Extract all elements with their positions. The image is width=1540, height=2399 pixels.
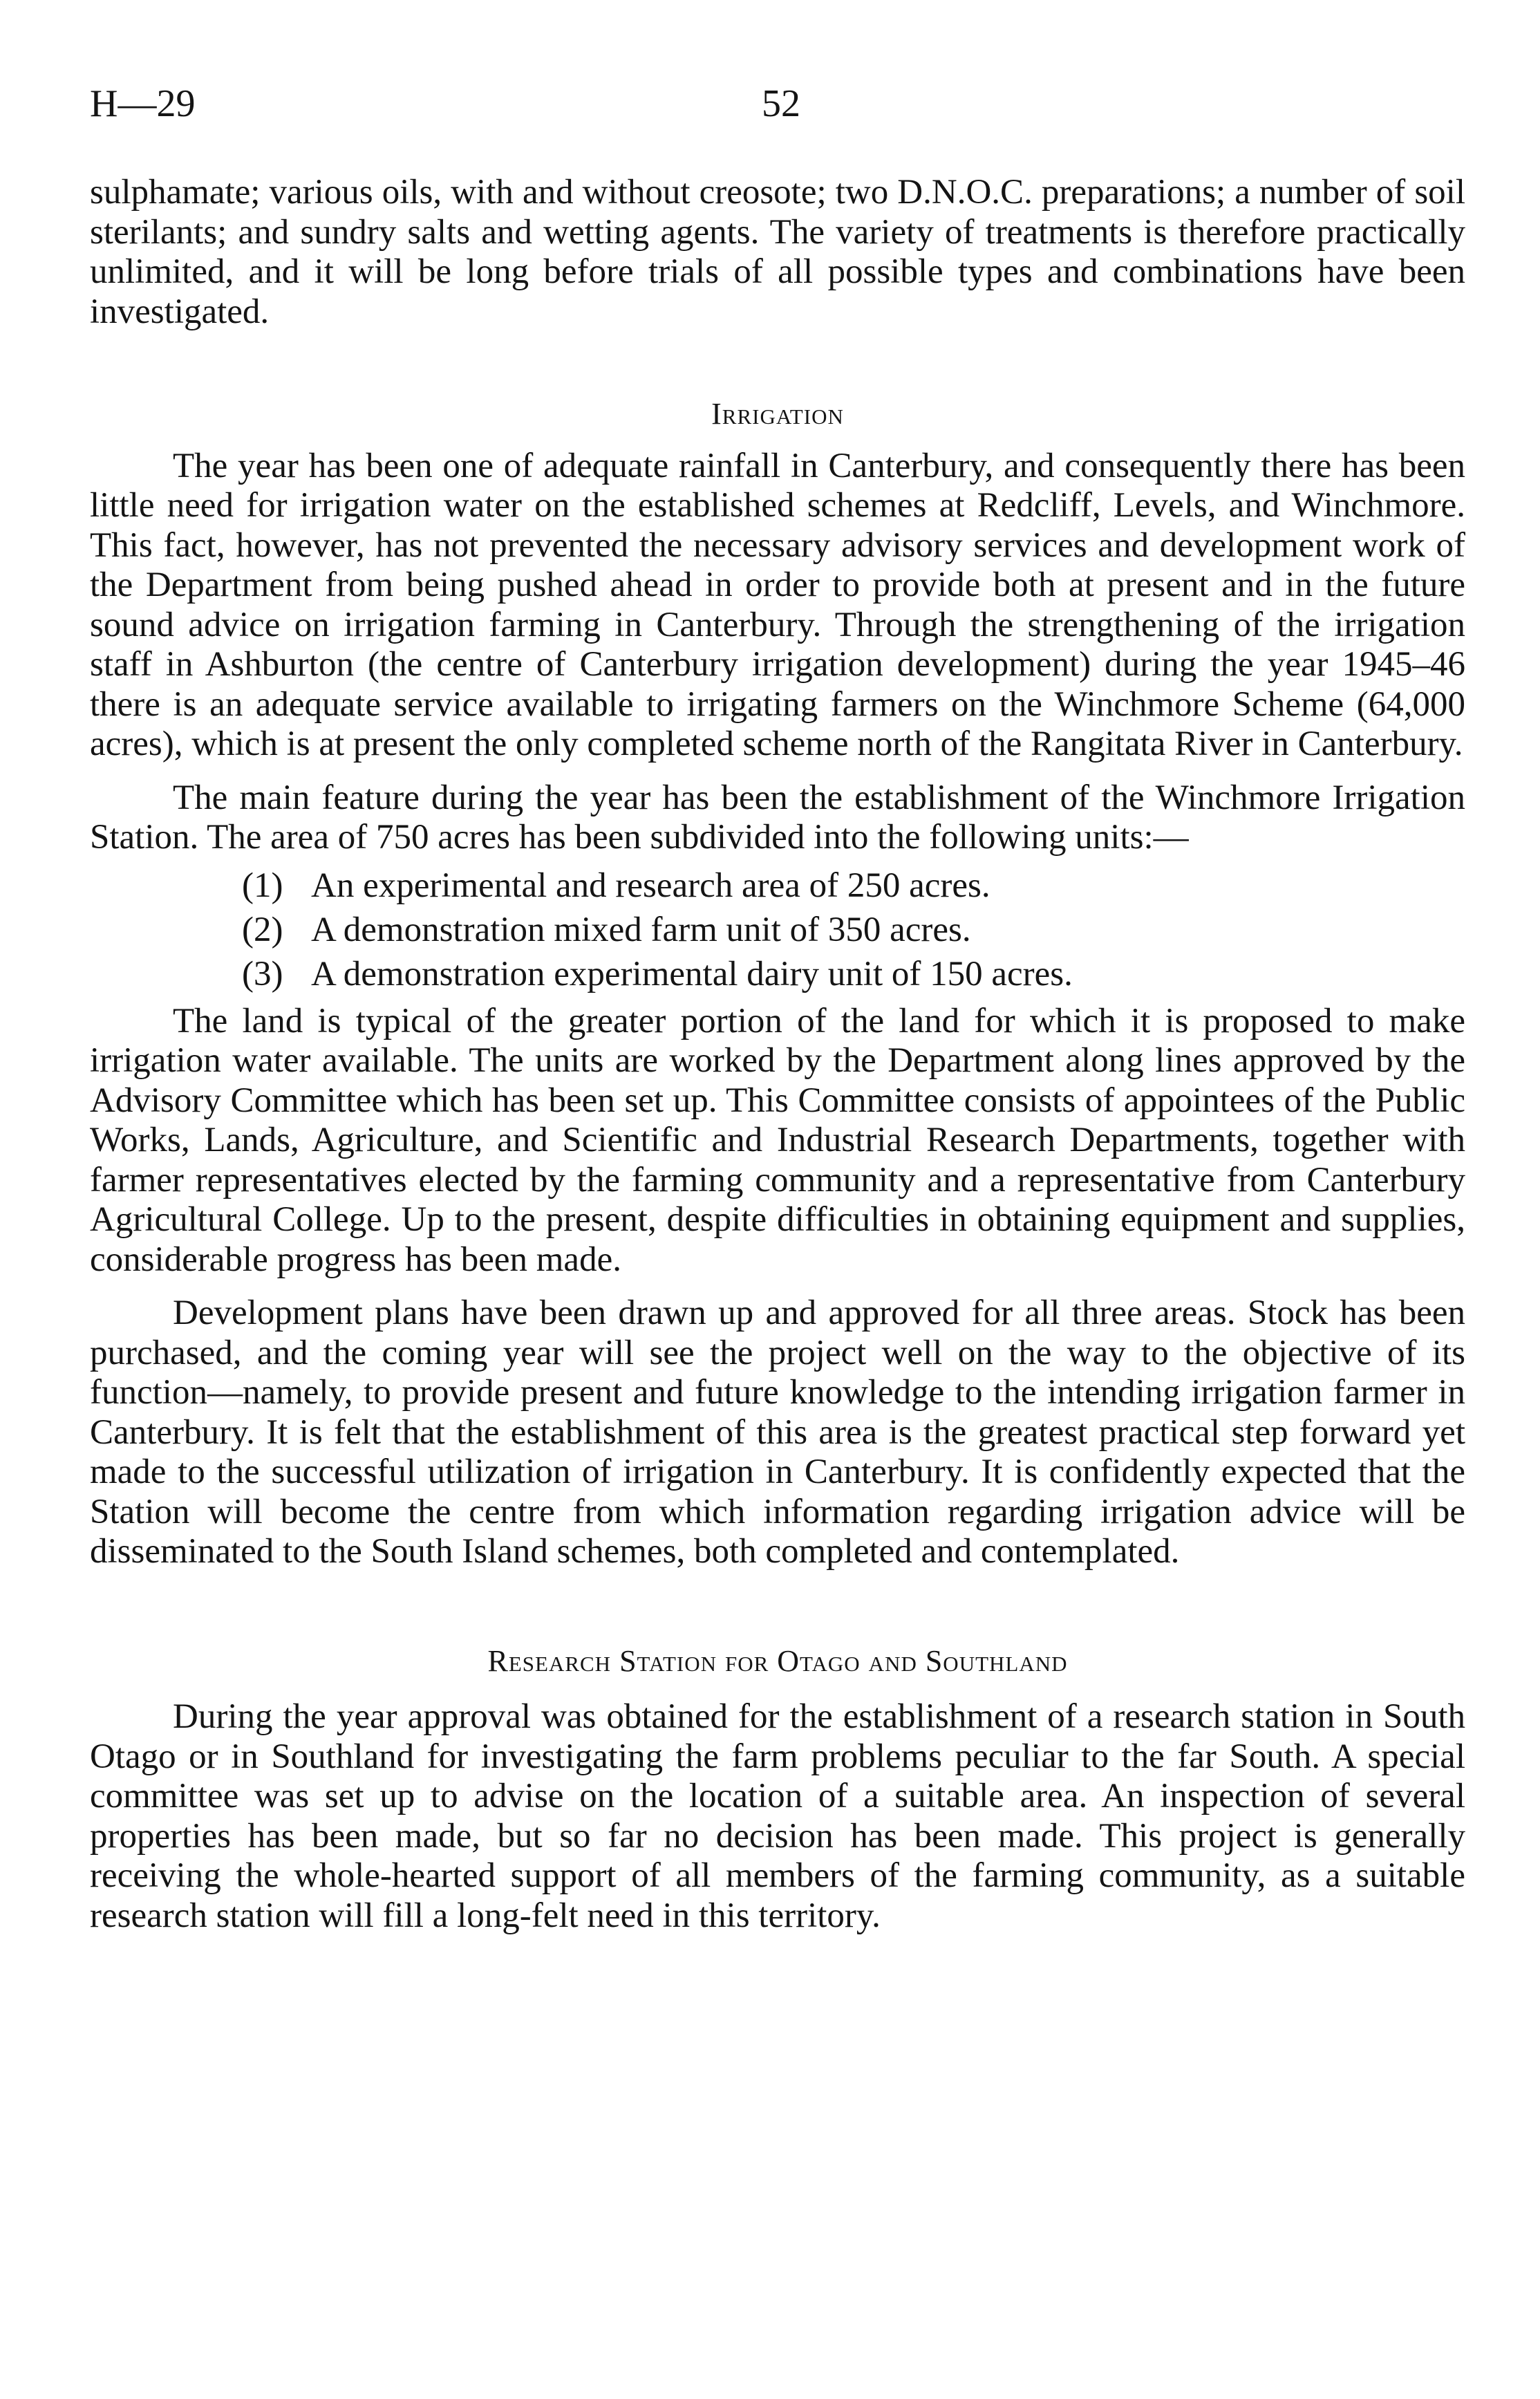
irrigation-paragraph-3: The land is typical of the greater portion of the land for which it is proposed to make irrigation water available. The units are worked by the Department along lines approved by the Advisory Committee which has been set up. This Committee consists of appointees of the Public Works, Lands, Agriculture, and Scientific and Industrial Research Departments, together with farmer representatives elected by the farming community and a representative from Canterbury Agricultural College. Up to the present, despite difficulties in obtaining equipment and supplies, considerable progress has been made. [90, 1001, 1465, 1279]
body-text [90, 173, 1465, 1936]
list-item-number: (2) [242, 910, 283, 949]
list-item [242, 908, 1465, 952]
document-reference: H—29 [90, 82, 196, 125]
list-item-text: A demonstration mixed farm unit of 350 acres. [311, 910, 971, 949]
irrigation-heading: Irrigation [711, 397, 844, 431]
page-number: 52 [762, 82, 800, 125]
list-item-number: (1) [242, 866, 283, 905]
list-item-text: An experimental and research area of 250 acres. [311, 866, 990, 905]
units-list [90, 864, 1465, 996]
irrigation-paragraph-2: The main feature during the year has been the establishment of the Winchmore Irrigation Station. The area of 750 acres has been subdivided into the following units:— [90, 778, 1465, 857]
irrigation-paragraph-1: The year has been one of adequate rainfall in Canterbury, and consequently there has been little need for irrigation water on the established schemes at Redcliff, Levels, and Winchmore. This fact, however, has not prevented the necessary advisory services and development work of the Department from being pushed ahead in order to provide both at present and in the future sound advice on irrigation farming in Canterbury. Through the strengthening of the irrigation staff in Ashburton (the centre of Canterbury irrigation development) during the year 1945–46 there is an adequate service available to irrigating farmers on the Winchmore Scheme (64,000 acres), which is at present the only completed scheme north of the Rangitata River in Canterbury. [90, 446, 1465, 763]
list-item-number: (3) [242, 954, 283, 993]
research-paragraph: During the year approval was obtained for the establishment of a research station in South Otago or in Southland for investigating the farm problems peculiar to the far South. A special committee was set up to advise on the location of a suitable area. An inspection of several properties has been made, but so far no decision has been made. This project is generally receiving the whole-hearted support of all members of the farming community, as a suitable research station will fill a long-felt need in this territory. [90, 1697, 1465, 1935]
page-header [90, 82, 1472, 137]
list-item [242, 864, 1465, 908]
intro-paragraph: sulphamate; various oils, with and without creosote; two D.N.O.C. preparations; a number of soil sterilants; and sundry salts and wetting agents. The variety of treatments is therefore practically unlimited, and it will be long before trials of all possible types and combinations have been investigated. [90, 173, 1465, 331]
list-item [242, 952, 1465, 996]
irrigation-paragraph-4: Development plans have been drawn up and approved for all three areas. Stock has been purchased, and the coming year will see the project well on the way to the objective of its function—namely, to provide present and future knowledge to the intending irrigation farmer in Canterbury. It is felt that the establishment of this area is the greatest practical step forward yet made to the successful utilization of irrigation in Canterbury. It is confidently expected that the Station will become the centre from which information regarding irrigation advice will be disseminated to the South Island schemes, both completed and contemplated. [90, 1294, 1465, 1571]
list-item-text: A demonstration experimental dairy unit of 150 acres. [311, 954, 1073, 993]
research-station-heading: Research Station for Otago and Southland [487, 1643, 1068, 1678]
